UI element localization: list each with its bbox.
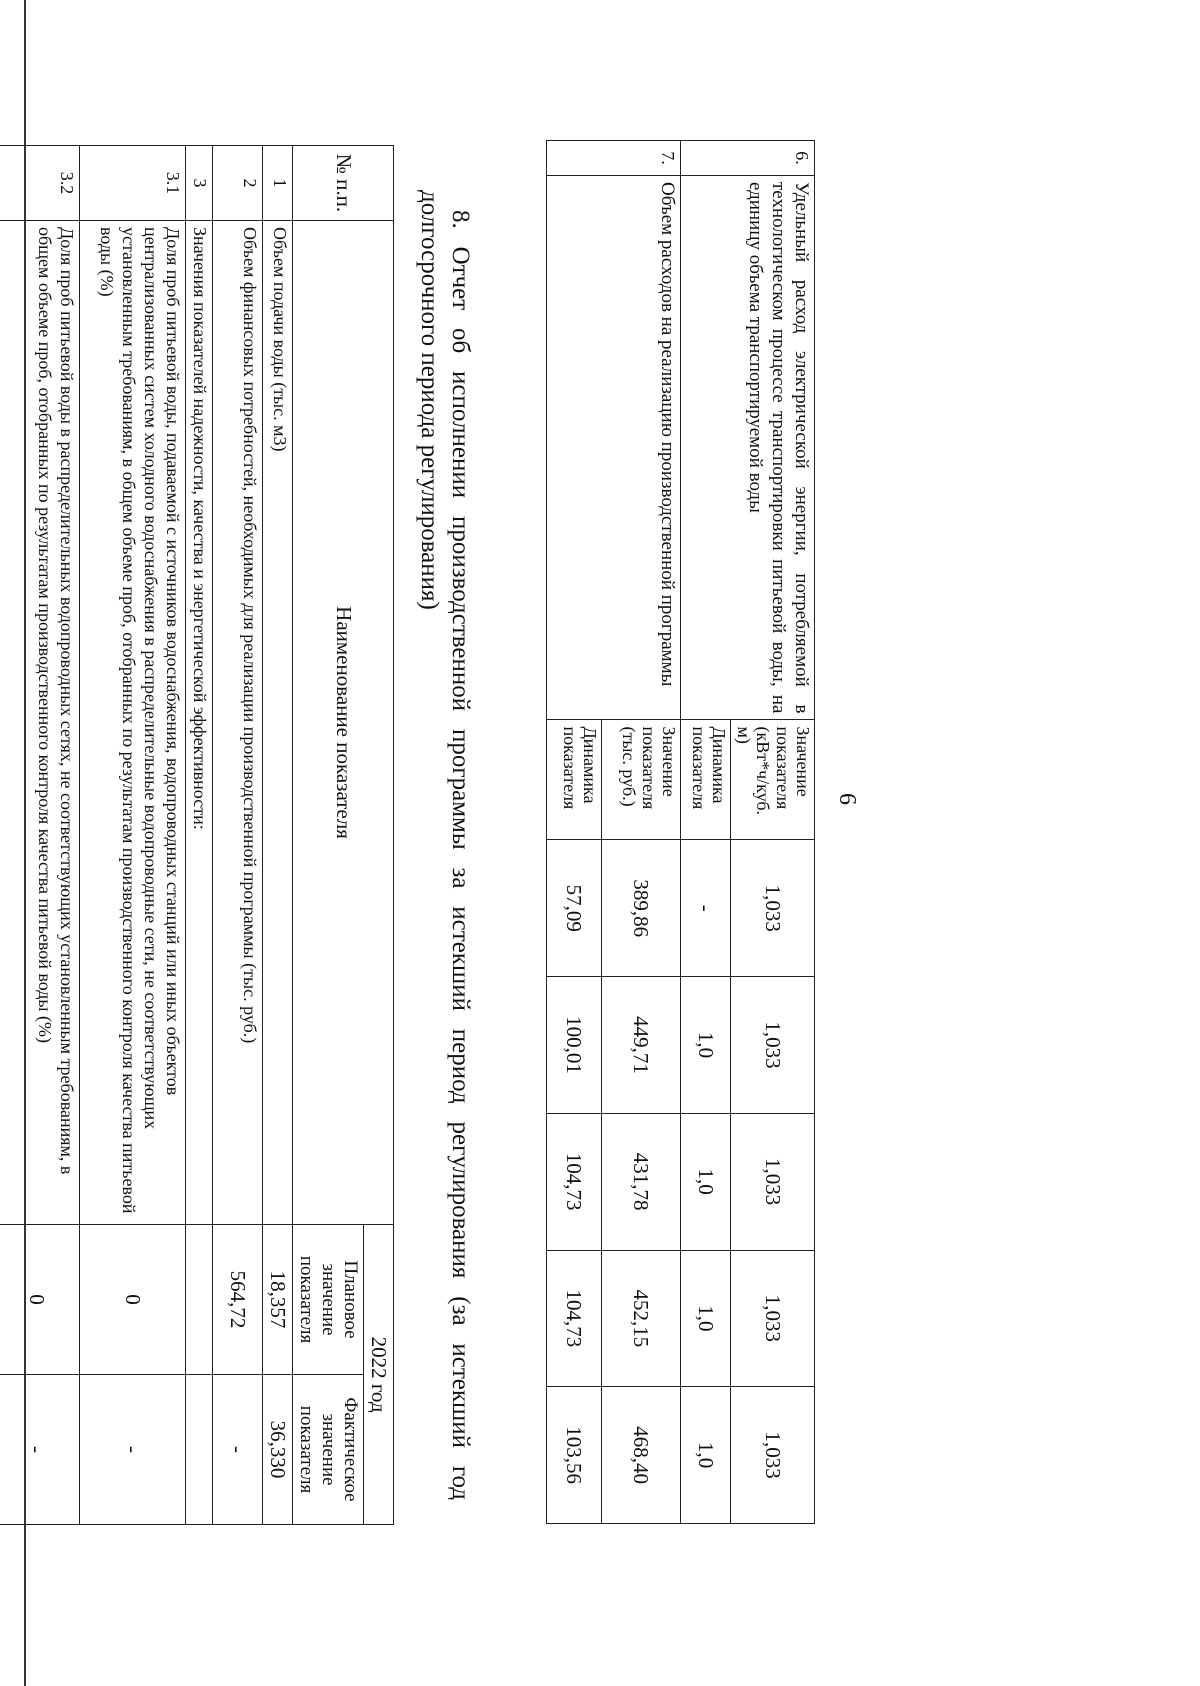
table-cell: - [680, 840, 730, 977]
page-number: 6 [834, 793, 860, 805]
plan-value: 0 [80, 1225, 186, 1375]
table-cell: 1,033 [730, 1387, 814, 1524]
table-row [0, 146, 80, 1525]
row-number: 3.1 [80, 146, 186, 221]
indicator-name: Доля проб питьевой воды, подаваемой с источников водоснабжения, водопроводных станций или иных объектов централизованных систем холодного водоснабжения в распределительные водопроводные сети, не соответствующих установленным требованиям, в общем объеме проб, отобранных по результатам производственного контроля качества питьевой воды (%) [80, 220, 186, 1224]
table-row [186, 146, 213, 1525]
table-cell: 104,73 [546, 1113, 601, 1250]
table-cell: 1,033 [730, 1113, 814, 1250]
table-cell: 389,86 [601, 840, 680, 977]
table-cell: 1,0 [680, 977, 730, 1114]
fact-value: 36,330 [263, 1375, 293, 1525]
fact-value [186, 1375, 213, 1525]
table-row [730, 141, 814, 1524]
table-cell: 1,0 [680, 1113, 730, 1250]
row-number: 1 [263, 146, 293, 221]
column-header-number: № п.п. [293, 146, 394, 221]
table-cell: 57,09 [546, 840, 601, 977]
table-cell: 452,15 [601, 1250, 680, 1387]
sub-label: Динамика показателя [546, 720, 601, 840]
row-number: 3.2 [0, 146, 80, 221]
indicator-name: Объем расходов на реализацию производственной программы [546, 175, 680, 719]
table-row [263, 146, 293, 1525]
sub-label: Значение показателя (тыс. руб.) [601, 720, 680, 840]
section-heading: 8. Отчет об исполнении производственной программы за истекший период регулирования (за истекший год долгосрочного периода регулирования) [416, 190, 474, 1500]
fact-value: - [80, 1375, 186, 1525]
fact-value: - [213, 1375, 263, 1525]
table-cell: 104,73 [546, 1250, 601, 1387]
table-cell: 468,40 [601, 1387, 680, 1524]
plan-value: 564,72 [213, 1225, 263, 1375]
table-cell: 431,78 [601, 1113, 680, 1250]
table-row [80, 146, 186, 1525]
plan-value [186, 1225, 213, 1375]
indicator-table [546, 140, 815, 1524]
table-row [213, 146, 263, 1525]
sub-label: Динамика показателя [680, 720, 730, 840]
indicator-name: Удельный расход электрической энергии, потребляемой в технологическом процессе транспортировки питьевой воды, на единицу объема транспортируемой воды [680, 175, 814, 719]
table-row [601, 141, 680, 1524]
column-header-fact: Фактическое значение показателя [293, 1375, 364, 1525]
row-number: 2 [213, 146, 263, 221]
plan-value: 18,357 [263, 1225, 293, 1375]
report-table [0, 145, 394, 1525]
table-cell: 1,033 [730, 840, 814, 977]
plan-value: 0 [0, 1225, 80, 1375]
indicator-name: Объем финансовых потребностей, необходимых для реализации производственной программы (тыс. руб.) [213, 220, 263, 1224]
column-header-plan: Плановое значение показателя [293, 1225, 364, 1375]
row-number: 3 [186, 146, 213, 221]
indicator-name: Объем подачи воды (тыс. м3) [263, 220, 293, 1224]
indicator-name: Доля проб питьевой воды в распределительных водопроводных сетях, не соответствующих установленным требованиям, в общем объеме проб, отобранных по результатам производственного контроля качества питьевой воды (%) [0, 220, 80, 1224]
table-cell: 1,0 [680, 1250, 730, 1387]
indicator-name: Значения показателей надежности, качества и энергетической эффективности: [186, 220, 213, 1224]
table-cell: 1,033 [730, 977, 814, 1114]
fact-value: - [0, 1375, 80, 1525]
table-cell: 100,01 [546, 977, 601, 1114]
sub-label: Значение показателя (кВт*ч/куб. м) [730, 720, 814, 840]
row-number: 7. [546, 141, 680, 176]
row-number: 6. [680, 141, 814, 176]
column-header-name: Наименование показателя [293, 220, 394, 1224]
table-header-row [363, 146, 393, 1525]
table-cell: 1,033 [730, 1250, 814, 1387]
table-cell: 1,0 [680, 1387, 730, 1524]
column-header-year: 2022 год [363, 1225, 393, 1525]
table-cell: 449,71 [601, 977, 680, 1114]
table-cell: 103,56 [546, 1387, 601, 1524]
